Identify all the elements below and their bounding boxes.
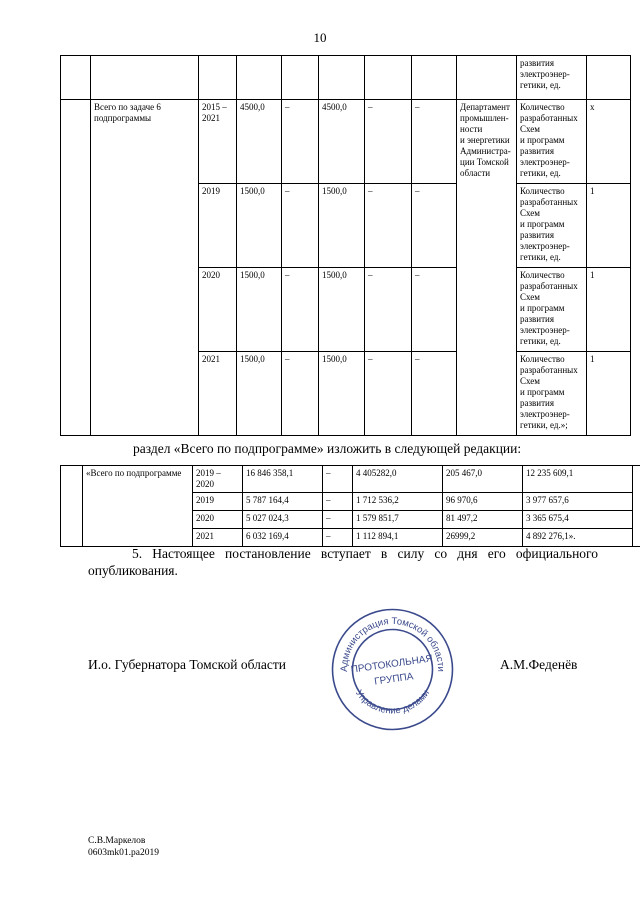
total-cell: 5 787 164,4 xyxy=(243,493,323,511)
text-line: разработанных xyxy=(520,365,578,375)
author-block xyxy=(88,835,159,859)
text-line: Количество xyxy=(520,186,565,196)
text-line: развития xyxy=(520,314,555,324)
text-line: области xyxy=(460,168,491,178)
value-cell: 1 712 536,2 xyxy=(353,493,443,511)
value-cell: 1500,0 xyxy=(319,184,365,268)
indicator-cell xyxy=(517,268,587,352)
official-stamp xyxy=(330,607,455,732)
indicator-cell xyxy=(517,184,587,268)
indicator-text xyxy=(520,58,583,91)
text-line: электроэнер- xyxy=(520,241,570,251)
text-line: Администра- xyxy=(460,146,511,156)
total-cell: 5 027 024,3 xyxy=(243,511,323,529)
value-cell: – xyxy=(282,268,319,352)
year-cell: 2015 – 2021 xyxy=(199,100,237,184)
text-line: разработанных xyxy=(520,113,578,123)
target-value-cell: x xyxy=(587,100,631,184)
value-cell: – xyxy=(323,529,353,547)
stamp-center-line1: ПРОТОКОЛЬНАЯ xyxy=(350,653,434,676)
value-cell: 1 579 851,7 xyxy=(353,511,443,529)
author-name: С.В.Маркелов xyxy=(88,836,146,846)
total-cell: 16 846 358,1 xyxy=(243,466,323,493)
value-cell: 4500,0 xyxy=(319,100,365,184)
value-cell: 4 892 276,1». xyxy=(523,529,633,547)
value-cell: – xyxy=(412,100,457,184)
task-6-table xyxy=(60,55,631,436)
year-cell: 2019 xyxy=(199,184,237,268)
text-line: и программ xyxy=(520,303,565,313)
target-value-cell: 1 xyxy=(587,352,631,436)
text-line: Департамент xyxy=(460,102,510,112)
value-cell: – xyxy=(365,100,412,184)
total-cell: 6 032 169,4 xyxy=(243,529,323,547)
total-cell: 1500,0 xyxy=(237,352,282,436)
text-line: и энергетики xyxy=(460,135,510,145)
page-number: 10 xyxy=(313,30,327,45)
text-line: развития xyxy=(520,398,555,408)
table-row xyxy=(61,466,640,493)
target-value-cell: 1 xyxy=(587,268,631,352)
year-cell: 2019 xyxy=(193,493,243,511)
value-cell: 81 497,2 xyxy=(443,511,523,529)
text-line: гетики, ед. xyxy=(520,168,561,178)
value-cell: – xyxy=(323,511,353,529)
text-line: развития xyxy=(520,230,555,240)
text-line: Схем xyxy=(520,124,540,134)
text-line: гетики, ед.»; xyxy=(520,420,568,430)
value-cell: 4 405282,0 xyxy=(353,466,443,493)
value-cell: – xyxy=(365,184,412,268)
value-cell: – xyxy=(365,352,412,436)
text-line: электроэнер- xyxy=(520,157,570,167)
indicator-cell xyxy=(517,352,587,436)
total-cell: 1500,0 xyxy=(237,184,282,268)
stamp-center-line2: ГРУППА xyxy=(373,671,415,688)
year-cell: 2021 xyxy=(193,529,243,547)
text-line: разработанных xyxy=(520,197,578,207)
year-cell: 2021 xyxy=(199,352,237,436)
intro-paragraph: раздел «Всего по подпрограмме» изложить в следующей редакции: xyxy=(133,441,522,456)
text-line: и программ xyxy=(520,387,565,397)
text-line: гетики, ед. xyxy=(520,252,561,262)
text-line: Схем xyxy=(520,376,540,386)
document-code: 0603mk01.pa2019 xyxy=(88,848,159,858)
text-line: и программ xyxy=(520,219,565,229)
total-cell: 4500,0 xyxy=(237,100,282,184)
svg-text:Управление делами xyxy=(353,688,432,717)
value-cell: 205 467,0 xyxy=(443,466,523,493)
signatory-name: А.М.Феденёв xyxy=(500,657,578,672)
row-label: «Всего по подпрограмме xyxy=(83,466,193,547)
text-line: гетики, ед. xyxy=(520,80,561,90)
text-line: электроэнер- xyxy=(520,409,570,419)
value-cell: 3 977 657,6 xyxy=(523,493,633,511)
table-row xyxy=(61,56,631,100)
indicator-cell xyxy=(517,100,587,184)
text-line: и программ xyxy=(520,135,565,145)
value-cell: – xyxy=(412,268,457,352)
department-cell xyxy=(457,100,517,436)
table-row xyxy=(61,100,631,184)
text-line: Количество xyxy=(520,354,565,364)
value-cell: 96 970,6 xyxy=(443,493,523,511)
value-cell: – xyxy=(282,100,319,184)
text-line: Схем xyxy=(520,208,540,218)
value-cell: 1500,0 xyxy=(319,268,365,352)
value-cell: – xyxy=(323,493,353,511)
decree-paragraph: 5. Настоящее постановление вступает в силу со дня его официального опубликования. xyxy=(88,546,598,578)
text-line: электроэнер- xyxy=(520,325,570,335)
text-line: электроэнер- xyxy=(520,69,570,79)
year-cell: 2020 xyxy=(193,511,243,529)
value-cell: – xyxy=(365,268,412,352)
text-line: Количество xyxy=(520,102,565,112)
stamp-ring-top: Администрация Томской области xyxy=(338,615,447,672)
year-cell: 2019 – 2020 xyxy=(193,466,243,493)
value-cell: 26999,2 xyxy=(443,529,523,547)
text-line: разработанных xyxy=(520,281,578,291)
value-cell: 1 112 894,1 xyxy=(353,529,443,547)
value-cell: 12 235 609,1 xyxy=(523,466,633,493)
indicator-text xyxy=(520,102,583,179)
text-line: Количество xyxy=(520,270,565,280)
year-cell: 2020 xyxy=(199,268,237,352)
text-line: ции Томской xyxy=(460,157,509,167)
value-cell: 3 365 675,4 xyxy=(523,511,633,529)
value-cell: – xyxy=(323,466,353,493)
value-cell: – xyxy=(282,352,319,436)
department-text xyxy=(460,102,513,179)
text-line: Схем xyxy=(520,292,540,302)
text-line: гетики, ед. xyxy=(520,336,561,346)
indicator-text xyxy=(520,186,583,263)
value-cell: – xyxy=(282,184,319,268)
indicator-text xyxy=(520,354,583,431)
value-cell: – xyxy=(412,184,457,268)
text-line: развития xyxy=(520,58,555,68)
text-line: промышлен- xyxy=(460,113,509,123)
text-line: развития xyxy=(520,146,555,156)
signatory-position: И.о. Губернатора Томской области xyxy=(88,657,286,672)
row-label: Всего по задаче 6 подпрограммы xyxy=(91,100,199,436)
text-line: ности xyxy=(460,124,483,134)
total-cell: 1500,0 xyxy=(237,268,282,352)
indicator-text xyxy=(520,270,583,347)
subprogram-total-table xyxy=(60,465,640,547)
value-cell: 1500,0 xyxy=(319,352,365,436)
stamp-ring-bottom: Управление делами xyxy=(353,687,432,717)
indicator-cell xyxy=(517,56,587,100)
value-cell: – xyxy=(412,352,457,436)
target-value-cell: 1 xyxy=(587,184,631,268)
